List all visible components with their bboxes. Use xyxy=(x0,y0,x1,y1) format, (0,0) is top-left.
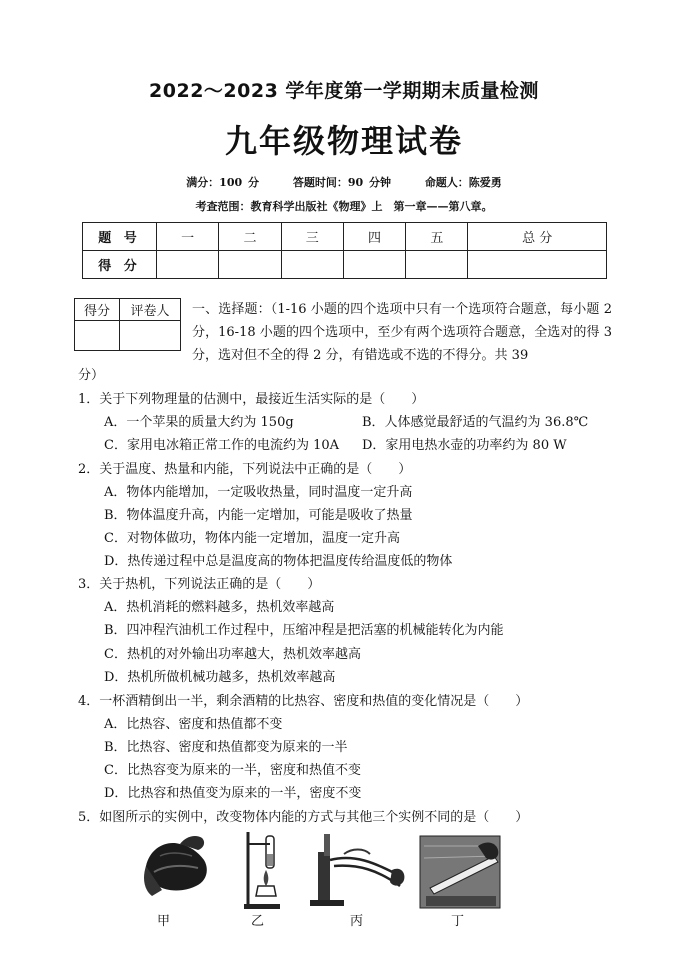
option: A．比热容、密度和热值都不变 xyxy=(104,717,283,732)
option: C．比热容变为原来的一半，密度和热值不变 xyxy=(104,763,361,778)
score-table-header-row xyxy=(83,223,607,251)
score-cell: 五 xyxy=(406,223,468,251)
score-cell: 得 分 xyxy=(83,251,157,279)
score-cell: 题 号 xyxy=(83,223,157,251)
option: B．物体温度升高，内能一定增加，可能是吸收了热量 xyxy=(104,508,413,523)
option: A．热机消耗的燃料越多，热机效率越高 xyxy=(104,600,335,615)
option: D．热传递过程中总是温度高的物体把温度传给温度低的物体 xyxy=(104,554,453,569)
grader-box xyxy=(74,298,181,351)
grader-score-cell[interactable] xyxy=(75,321,120,351)
score-input-cell[interactable] xyxy=(468,251,607,279)
figure-label-jia: 甲 xyxy=(157,914,171,929)
rope-friction-figure xyxy=(304,826,408,912)
option: D．比热容和热值变为原来的一半，密度不变 xyxy=(104,786,362,801)
full-score: 满分：100 分 xyxy=(186,176,259,189)
score-input-cell[interactable] xyxy=(157,251,219,279)
grader-name-cell[interactable] xyxy=(120,321,181,351)
score-cell: 三 xyxy=(281,223,343,251)
exam-subtitle: 九年级物理试卷 xyxy=(224,122,463,160)
rubbing-hands-figure xyxy=(140,826,220,912)
score-cell: 总 分 xyxy=(468,223,607,251)
figure-label-ding: 丁 xyxy=(451,914,465,929)
exam-title: 2022～2023 学年度第一学期期末质量检测 xyxy=(149,80,539,102)
grader-score-label: 得分 xyxy=(75,299,120,321)
section-instructions-tail: 分） xyxy=(78,368,105,383)
question-stem: 4．一杯酒精倒出一半，剩余酒精的比热容、密度和热值的变化情况是（ ） xyxy=(78,694,529,709)
score-table-score-row xyxy=(83,251,607,279)
exam-meta xyxy=(0,174,688,190)
grader-name-label: 评卷人 xyxy=(120,299,181,321)
answer-time: 答题时间：90 分钟 xyxy=(292,176,391,189)
option: D．家用电热水壶的功率约为 80 W xyxy=(362,438,567,453)
question-stem: 5．如图所示的实例中，改变物体内能的方式与其他三个实例不同的是（ ） xyxy=(78,810,529,825)
option: C．家用电冰箱正常工作的电流约为 10A xyxy=(104,438,340,453)
option: B．比热容、密度和热值都变为原来的一半 xyxy=(104,740,348,755)
score-input-cell[interactable] xyxy=(281,251,343,279)
question-stem: 1．关于下列物理量的估测中，最接近生活实际的是（ ） xyxy=(78,392,425,407)
question-stem: 2．关于温度、热量和内能，下列说法中正确的是（ ） xyxy=(78,462,412,477)
option: B．人体感觉最舒适的气温约为 36.8℃ xyxy=(362,415,589,430)
figure-label-bing: 丙 xyxy=(350,914,364,929)
exam-scope: 考查范围：教育科学出版社《物理》上 第一章——第八章。 xyxy=(195,200,493,213)
option: A．一个苹果的质量大约为 150g xyxy=(104,415,294,430)
option: C．对物体做功，物体内能一定增加，温度一定升高 xyxy=(104,531,400,546)
test-tube-heating-figure xyxy=(228,826,288,912)
score-cell: 二 xyxy=(219,223,281,251)
score-input-cell[interactable] xyxy=(219,251,281,279)
option: D．热机所做机械功越多，热机效率越高 xyxy=(104,670,336,685)
score-table xyxy=(82,222,607,279)
section-instructions: 一、选择题：（1-16 小题的四个选项中只有一个选项符合题意，每小题 2 分，16-18 小题的四个选项中，至少有两个选项符合题意，全选对的得 3 分，选对但不全的得 2 分，有错选或不选的不得分。共 39 xyxy=(192,302,612,363)
option: A．物体内能增加，一定吸收热量，同时温度一定升高 xyxy=(104,485,413,500)
score-cell: 四 xyxy=(343,223,405,251)
option: C．热机的对外输出功率越大，热机效率越高 xyxy=(104,647,361,662)
author: 命题人：陈爱勇 xyxy=(424,176,502,189)
score-cell: 一 xyxy=(157,223,219,251)
figure-label-yi: 乙 xyxy=(251,914,265,929)
sawing-wood-figure xyxy=(416,826,504,912)
score-input-cell[interactable] xyxy=(343,251,405,279)
question-stem: 3．关于热机，下列说法正确的是（ ） xyxy=(78,577,321,592)
score-input-cell[interactable] xyxy=(406,251,468,279)
option: B．四冲程汽油机工作过程中，压缩冲程是把活塞的机械能转化为内能 xyxy=(104,623,504,638)
